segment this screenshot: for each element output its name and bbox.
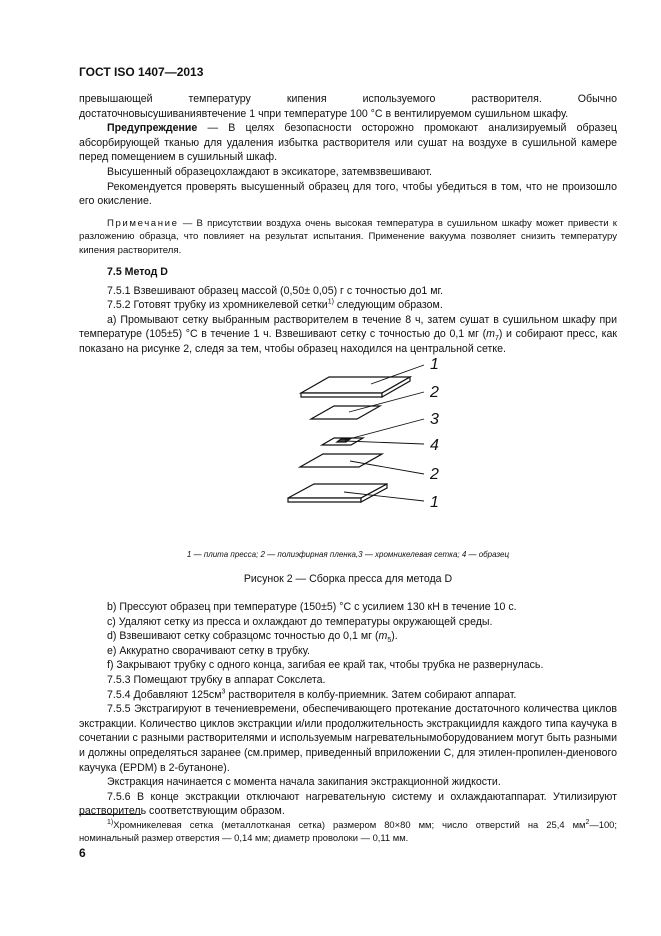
note-label: Примечание	[107, 217, 179, 229]
footnote-text-1: Хромникелевая сетка (металлотканая сетка) размером 80×80 мм; число отверстий на 25,4 мм	[113, 819, 586, 830]
step-7-5-3: 7.5.3 Помещают трубку в аппарат Сокслета.	[107, 673, 326, 686]
step-7-5-2	[79, 298, 617, 313]
document-header: ГОСТ ISO 1407—2013	[79, 65, 204, 79]
press-plate-top-edge	[301, 393, 382, 397]
paragraph-warning	[79, 121, 617, 165]
page-number: 6	[79, 846, 86, 860]
footnote-text-2: —100; номинальный размер отверстия — 0,14 мм; диаметр проволоки — 0,11 мм.	[79, 819, 617, 844]
extraction-note: Экстракция начинается с момента начала закипания экстракционной жидкости.	[107, 776, 501, 789]
leader-line	[345, 419, 424, 440]
figure-legend: 1 — плита пресса; 2 — полиэфирная пленка,3 — хромникелевая сетка; 4 — образец	[186, 550, 510, 559]
paragraph-cooling: Высушенный образецохлаждают в эксикаторе, затемвзвешивают.	[107, 165, 432, 178]
polyester-film-bottom	[300, 454, 382, 467]
note	[79, 217, 617, 257]
step-c: c) Удаляют сетку из пресса и охлаждают до температуры окружающей среды.	[107, 615, 493, 628]
press-plate-bottom-edge	[288, 498, 361, 502]
steps-block	[79, 600, 617, 819]
callout-label: 1	[430, 494, 439, 511]
step-e: e) Аккуратно сворачивают сетку в трубку.	[107, 644, 310, 657]
step-a-text-1: а) Промывают сетку выбранным растворителем в течение 8 ч, затем сушат в сушильном шкафу при температуре (105±5) °С в течение 1 ч. Взвешивают сетку с точностью до 0,1 мг (	[79, 313, 617, 341]
step-7-5-5: 7.5.5 Экстрагируют в течениевремени, обеспечивающего протекание достаточного количества циклов экстракции. Количество циклов экстракции и/или продолжительность экстракциидля каждого типа каучука в сочетании с разными растворителями и используемым нагревательнымоборудованием могут быть разными и должны определяться заранее (см.пример, приведенный вприложении С, для этилен-пропилен-диенового каучука (EPDM) в 2-бутаноне).	[79, 703, 617, 774]
leader-line	[350, 461, 424, 474]
footnote-ref: 1)	[327, 298, 334, 306]
callout-label: 1	[430, 356, 439, 373]
callout-label: 4	[430, 437, 439, 454]
step-7-5-4-text-2: растворителя в колбу-приемник. Затем собирают аппарат.	[225, 688, 517, 701]
step-d-text-1: d) Взвешивают сетку собразцомс точностью до 0,1 мг (	[107, 630, 379, 643]
press-assembly-figure	[79, 350, 617, 540]
callout-label: 2	[430, 384, 439, 401]
leader-line	[345, 441, 424, 444]
section-title: 7.5 Метод D	[107, 265, 168, 278]
step-7-5-2-text: 7.5.2 Готовят трубку из хромникелевой сетки	[107, 299, 328, 312]
footnote-marker: 1)	[107, 818, 114, 826]
step-d	[79, 629, 617, 644]
mass-symbol: m	[486, 328, 495, 341]
note-text: — В присутствии воздуха очень высокая температура в сушильном шкафу может привести к разложению образца, что повлияет на результат испытания. Применение вакуума позволяет снизить температуру кипения растворителя.	[79, 217, 617, 256]
paragraph-recommendation: Рекомендуется проверять высушенный образец для того, чтобы убедиться в том, что не произошло его окисление.	[79, 180, 617, 208]
step-d-text-2: ).	[391, 630, 398, 643]
mass-symbol: m	[378, 630, 388, 643]
polyester-film-top	[311, 406, 380, 419]
callout-label: 2	[430, 466, 439, 483]
mass-subscript: 5	[387, 637, 392, 645]
footnote	[79, 818, 617, 845]
step-7-5-6: 7.5.6 В конце экстракции отключают нагревательную систему и охлаждаютаппарат. Утилизируют растворитель соответствующим образом.	[79, 790, 617, 818]
step-7-5-4	[79, 688, 617, 703]
intro-block	[79, 92, 617, 357]
step-a-text-2: ) и собирают пресс, как показано на рисунке 2, следя за тем, чтобы образец находился на центральной сетке.	[79, 328, 617, 355]
step-f: f) Закрывают трубку с одного конца, загибая ее край так, чтобы трубка не развернулась.	[107, 659, 544, 672]
square-exponent: 2	[585, 818, 590, 826]
step-b: b) Прессуют образец при температуре (150±5) °С с усилием 130 кН в течение 10 с.	[107, 601, 517, 613]
step-7-5-1: 7.5.1 Взвешивают образец массой (0,50± 0,05) г с точностью до1 мг.	[107, 284, 444, 297]
mass-subscript: 7	[494, 335, 499, 343]
step-7-5-4-text-1: 7.5.4 Добавляют 125см	[107, 688, 222, 701]
warning-text: — В целях безопасности осторожно промокают анализируемый образец абсорбирующей тканью для удаления избытка растворителя или сушат на воздухе в сушильной камере перед помещением в сушильный шкаф.	[79, 122, 617, 164]
step-7-5-2-tail: следующим образом.	[333, 299, 443, 312]
callout-label: 3	[430, 411, 439, 428]
paragraph-drying: превышающей температуру кипения используемого растворителя. Обычно достаточновысушиваниявтечение 1 чпри температуре 100 °С в вентилируемом сушильном шкафу.	[79, 93, 617, 120]
figure-caption: Рисунок 2 — Сборка пресса для метода D	[243, 573, 453, 585]
warning-label: Предупреждение	[107, 122, 198, 135]
cubic-exponent: 3	[221, 688, 226, 696]
footnote-divider	[79, 814, 141, 815]
